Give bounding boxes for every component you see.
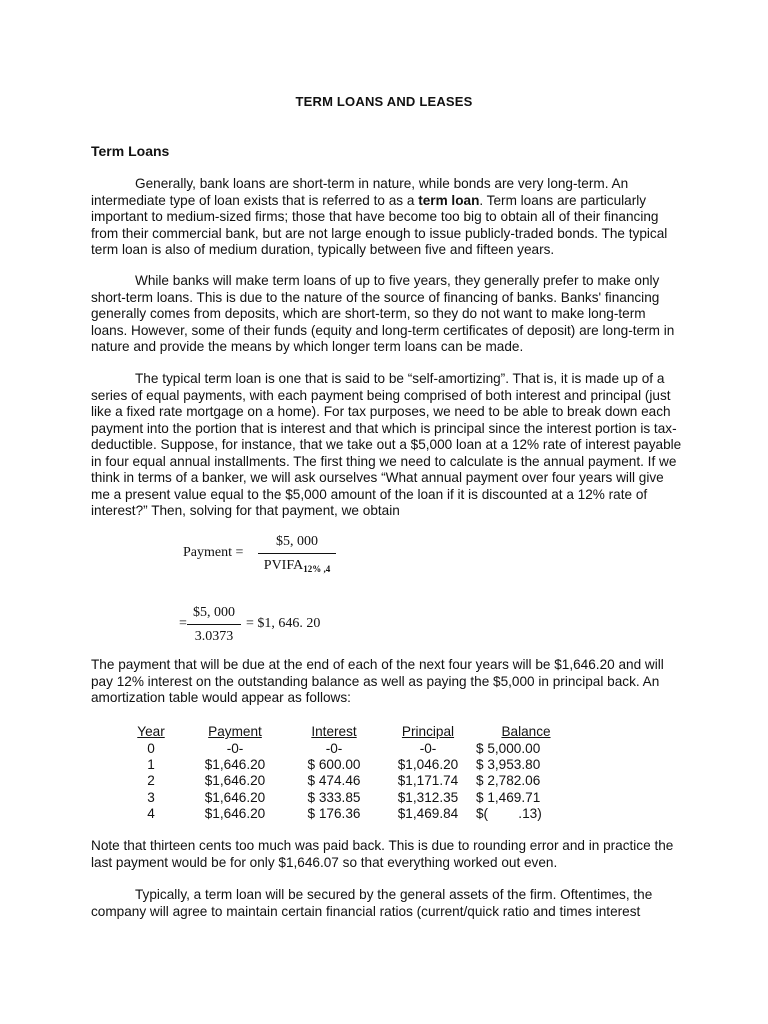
cell-interest: $ 176.36: [307, 805, 361, 821]
paragraph-1: [91, 176, 683, 259]
cell-balance: $ 5,000.00: [476, 740, 541, 756]
cell-year: 1: [147, 756, 155, 772]
paragraph-3: [91, 371, 683, 520]
equation-2-equals: =: [179, 616, 187, 631]
paragraph-5: Note that thirteen cents too much was paid back. This is due to rounding error and in practice the last payment would be for only $1,646.07 so that everything worked out even.: [91, 838, 674, 870]
cell-principal: $1,312.35: [397, 789, 459, 805]
table-row: [120, 805, 576, 821]
section-heading: Term Loans: [91, 143, 170, 159]
table-row: [120, 773, 576, 789]
cell-balance: $ 1,469.71: [476, 789, 541, 805]
paragraph-2: [91, 273, 683, 356]
cell-payment: $1,646.20: [204, 805, 266, 821]
table-row: [120, 756, 576, 772]
table-row: [120, 789, 576, 805]
header-payment: Payment: [208, 724, 262, 739]
paragraph-1-text-b: . Term loans are particularly important to medium-sized firms; those that have become too big to obtain all of their financing from their commercial bank, but are not large enough to issue publicly-traded bonds. The typical term loan is also of medium duration, typically between five and fifteen years.: [91, 192, 668, 257]
equation-1-denominator: $PVIFA_{12\% ,4}$: [263, 558, 331, 574]
cell-principal: $1,171.74: [397, 773, 459, 789]
cell-interest: $ 474.46: [307, 773, 361, 789]
paragraph-6-text: Typically, a term loan will be secured by the general assets of the firm. Oftentimes, the company will agree to maintain certain financial ratios (current/quick ratio and times interest: [91, 887, 653, 919]
paragraph-4: The payment that will be due at the end of each of the next four years will be $1,646.20 and will pay 12% interest on the outstanding balance as well as paying the $5,000 in principal back. An amortization table would appear as follows:: [91, 657, 664, 705]
cell-payment: -0-: [226, 740, 244, 756]
cell-year: 2: [147, 773, 155, 789]
cell-year: 0: [147, 740, 155, 756]
paragraph-3-text: The typical term loan is one that is said to be “self-amortizing”. That is, it is made up of a series of equal payments, with each payment being comprised of both interest and principal (just like a fixed rate mortgage on a home). For tax purposes, we need to be able to break down each payment into the portion that is interest and that which is principal since the interest portion is tax-deductible. Suppose, for instance, that we take out a $5,000 loan at a 12% rate of interest payable in four equal annual installments. The first thing we need to calculate is the annual payment. If we think in terms of a banker, we will ask ourselves “What annual payment over four years will give me a present value equal to the $5,000 amount of the loan if it is discounted at a 12% rate of interest?” Then, solving for that payment, we obtain: [91, 371, 682, 518]
paragraph-1-text-a: Generally, bank loans are short-term in nature, while bonds are very long-term. An intermediate type of loan exists that is referred to as a: [91, 176, 629, 208]
cell-balance: $ 3,953.80: [476, 756, 541, 772]
cell-payment: $1,646.20: [204, 789, 266, 805]
equation-1-fraction: [258, 534, 336, 574]
cell-balance: $( .13): [476, 805, 542, 821]
equation-2-denominator: 3.0373: [194, 629, 234, 644]
equation-1-subscript: 12% ,4: [303, 564, 331, 574]
cell-principal: $1,469.84: [397, 805, 459, 821]
equation-1-numerator: $5, 000: [276, 534, 318, 549]
equation-1-label: Payment =: [183, 545, 244, 560]
cell-interest: -0-: [325, 740, 343, 756]
paragraph-2-text: While banks will make term loans of up to five years, they generally prefer to make only short-term loans. This is due to the nature of the source of financing of banks. Banks' financing generally comes from deposits, which are short-term, so they do not want to make long-term loans. However, some of their funds (equity and long-term certificates of deposit) are long-term in nature and provide the means by which longer term loans can be made.: [91, 273, 675, 354]
amortization-table: [120, 723, 576, 821]
page-title: TERM LOANS AND LEASES: [295, 94, 473, 109]
equation-2-numerator: $5, 000: [193, 605, 235, 620]
cell-interest: $ 600.00: [307, 756, 361, 772]
table-header-row: [120, 723, 576, 740]
header-principal: Principal: [401, 724, 455, 739]
equation-2-fraction: [187, 605, 241, 645]
header-year: Year: [137, 724, 165, 739]
cell-payment: $1,646.20: [204, 756, 266, 772]
paragraph-6: [91, 887, 683, 920]
cell-year: 4: [147, 805, 155, 821]
cell-payment: $1,646.20: [204, 773, 266, 789]
header-interest: Interest: [311, 724, 357, 739]
cell-principal: -0-: [419, 740, 437, 756]
header-balance: Balance: [501, 724, 551, 739]
equation-2-result: = $1, 646. 20: [246, 616, 321, 631]
cell-interest: $ 333.85: [307, 789, 361, 805]
cell-year: 3: [147, 789, 155, 805]
cell-principal: $1,046.20: [397, 756, 459, 772]
term-loan-bold: term loan: [418, 192, 480, 208]
table-row: [120, 740, 576, 756]
cell-balance: $ 2,782.06: [476, 773, 541, 789]
